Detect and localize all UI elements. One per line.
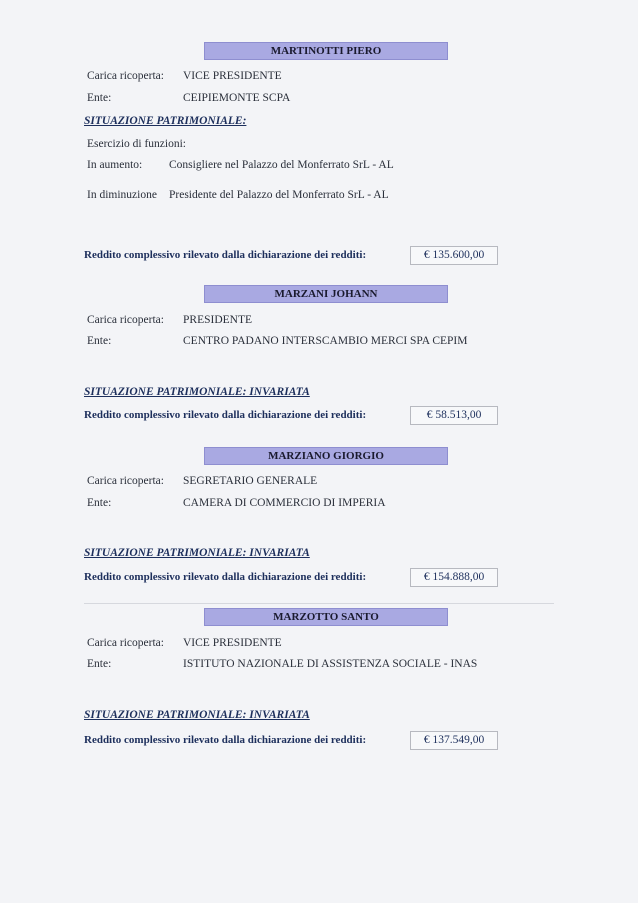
reddito-amount: € 58.513,00 bbox=[410, 406, 498, 425]
carica-label: Carica ricoperta: bbox=[87, 70, 164, 82]
entry-name-header: MARTINOTTI PIERO bbox=[204, 42, 448, 60]
esercizio-label: Esercizio di funzioni: bbox=[87, 138, 186, 150]
reddito-amount: € 154.888,00 bbox=[410, 568, 498, 587]
reddito-amount: € 137.549,00 bbox=[410, 731, 498, 750]
carica-value: SEGRETARIO GENERALE bbox=[183, 475, 318, 487]
reddito-label: Reddito complessivo rilevato dalla dichiarazione dei redditi: bbox=[84, 571, 367, 583]
aumento-value: Consigliere nel Palazzo del Monferrato SrL - AL bbox=[169, 159, 394, 171]
carica-value: PRESIDENTE bbox=[183, 314, 252, 326]
situazione-patrimoniale: SITUAZIONE PATRIMONIALE: bbox=[84, 115, 247, 127]
aumento-label: In aumento: bbox=[87, 159, 143, 171]
diminuzione-label: In diminuzione bbox=[87, 189, 157, 201]
ente-value: CENTRO PADANO INTERSCAMBIO MERCI SPA CEPIM bbox=[183, 335, 468, 347]
reddito-label: Reddito complessivo rilevato dalla dichiarazione dei redditi: bbox=[84, 734, 367, 746]
situazione-patrimoniale: SITUAZIONE PATRIMONIALE: INVARIATA bbox=[84, 386, 310, 398]
ente-value: CAMERA DI COMMERCIO DI IMPERIA bbox=[183, 497, 386, 509]
entry-name-header: MARZIANO GIORGIO bbox=[204, 447, 448, 465]
situazione-patrimoniale: SITUAZIONE PATRIMONIALE: INVARIATA bbox=[84, 709, 310, 721]
carica-value: VICE PRESIDENTE bbox=[183, 70, 282, 82]
ente-value: ISTITUTO NAZIONALE DI ASSISTENZA SOCIALE - INAS bbox=[183, 658, 478, 670]
situazione-patrimoniale: SITUAZIONE PATRIMONIALE: INVARIATA bbox=[84, 547, 310, 559]
entry-name-header: MARZANI JOHANN bbox=[204, 285, 448, 303]
diminuzione-value: Presidente del Palazzo del Monferrato SrL - AL bbox=[169, 189, 389, 201]
ente-label: Ente: bbox=[87, 335, 112, 347]
entry-name-header: MARZOTTO SANTO bbox=[204, 608, 448, 626]
carica-label: Carica ricoperta: bbox=[87, 314, 164, 326]
carica-label: Carica ricoperta: bbox=[87, 475, 164, 487]
reddito-label: Reddito complessivo rilevato dalla dichiarazione dei redditi: bbox=[84, 409, 367, 421]
reddito-amount: € 135.600,00 bbox=[410, 246, 498, 265]
reddito-label: Reddito complessivo rilevato dalla dichiarazione dei redditi: bbox=[84, 249, 367, 261]
carica-label: Carica ricoperta: bbox=[87, 637, 164, 649]
ente-label: Ente: bbox=[87, 92, 112, 104]
carica-value: VICE PRESIDENTE bbox=[183, 637, 282, 649]
divider bbox=[84, 603, 554, 604]
ente-label: Ente: bbox=[87, 497, 112, 509]
ente-value: CEIPIEMONTE SCPA bbox=[183, 92, 291, 104]
ente-label: Ente: bbox=[87, 658, 112, 670]
